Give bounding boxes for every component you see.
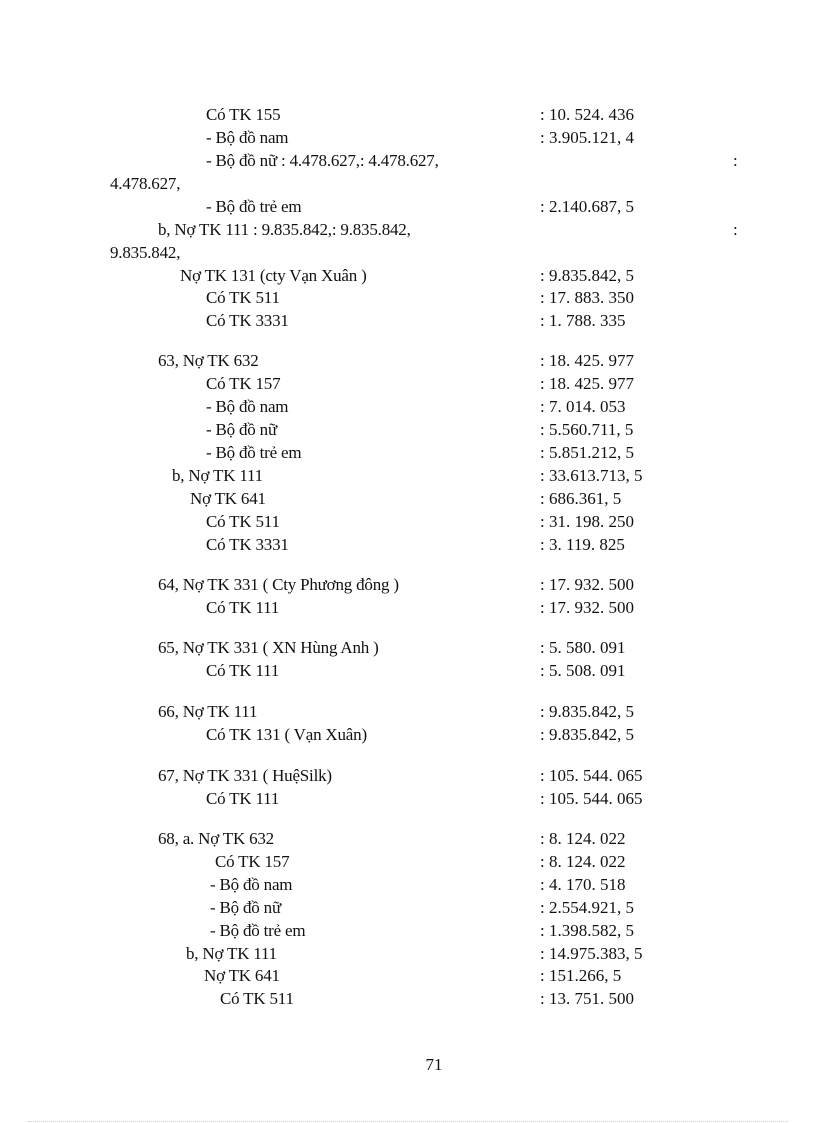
entry-value: : 10. 524. 436 [540, 105, 634, 124]
entry-continuation: 9.835.842, [110, 243, 181, 262]
page-bottom-divider [28, 1121, 788, 1122]
entry-value: : 17. 932. 500 [540, 575, 634, 594]
entry-value: : 5.560.711, 5 [540, 420, 634, 439]
entry-label: Có TK 157 [215, 852, 290, 871]
entry-label: Nợ TK 641 [204, 966, 280, 985]
entry-label: - Bộ đồ nam [206, 128, 289, 147]
entry-value: : 8. 124. 022 [540, 829, 626, 848]
entry-value: : 9.835.842, 5 [540, 725, 634, 744]
entry-value: : 3. 119. 825 [540, 535, 625, 554]
entry-label: 68, a. Nợ TK 632 [158, 829, 274, 848]
entry-label: - Bộ đồ nam [206, 397, 289, 416]
entry-value: : 5. 580. 091 [540, 638, 626, 657]
entry-value: : 18. 425. 977 [540, 374, 634, 393]
entry-label: b, Nợ TK 111 [186, 944, 277, 963]
entry-label: Có TK 3331 [206, 535, 289, 554]
entry-value: : 7. 014. 053 [540, 397, 626, 416]
entry-value: : 17. 883. 350 [540, 288, 634, 307]
entry-label: Có TK 511 [206, 512, 280, 531]
entry-value: : 105. 544. 065 [540, 789, 643, 808]
entry-label: 64, Nợ TK 331 ( Cty Phương đông ) [158, 575, 399, 594]
entry-label: - Bộ đồ trẻ em [206, 443, 302, 462]
entry-value: : 5. 508. 091 [540, 661, 626, 680]
entry-label: 66, Nợ TK 111 [158, 702, 258, 721]
entry-label: Có TK 111 [206, 661, 280, 680]
entry-value: : 33.613.713, 5 [540, 466, 643, 485]
entry-label: 63, Nợ TK 632 [158, 351, 259, 370]
entry-label: 67, Nợ TK 331 ( HuệSilk) [158, 766, 332, 785]
entry-label: - Bộ đồ nữ [210, 898, 281, 917]
entry-value: : 14.975.383, 5 [540, 944, 643, 963]
entry-colon: : [733, 220, 738, 239]
entry-label: Nợ TK 131 (cty Vạn Xuân ) [180, 266, 367, 285]
entry-value: : 3.905.121, 4 [540, 128, 634, 147]
entry-value: : 151.266, 5 [540, 966, 622, 985]
entry-value: : 17. 932. 500 [540, 598, 634, 617]
entry-label: b, Nợ TK 111 : 9.835.842,: 9.835.842, [158, 220, 411, 239]
entry-value: : 9.835.842, 5 [540, 702, 634, 721]
entry-value: : 5.851.212, 5 [540, 443, 634, 462]
entry-value: : 2.140.687, 5 [540, 197, 634, 216]
entry-value: : 686.361, 5 [540, 489, 622, 508]
entry-label: - Bộ đồ nữ : 4.478.627,: 4.478.627, [206, 151, 439, 170]
entry-value: : 2.554.921, 5 [540, 898, 634, 917]
entry-label: Có TK 131 ( Vạn Xuân) [206, 725, 367, 744]
entry-value: : 13. 751. 500 [540, 989, 634, 1008]
entry-label: Có TK 3331 [206, 311, 289, 330]
entry-value: : 1. 788. 335 [540, 311, 626, 330]
entry-colon: : [733, 151, 738, 170]
entry-label: Có TK 511 [206, 288, 280, 307]
entry-value: : 9.835.842, 5 [540, 266, 634, 285]
entry-label: Có TK 155 [206, 105, 281, 124]
page-number: 71 [425, 1055, 443, 1074]
entry-label: Nợ TK 641 [190, 489, 266, 508]
entry-value: : 1.398.582, 5 [540, 921, 634, 940]
entry-value: : 4. 170. 518 [540, 875, 626, 894]
entry-value: : 31. 198. 250 [540, 512, 634, 531]
entry-value: : 18. 425. 977 [540, 351, 634, 370]
entry-label: Có TK 157 [206, 374, 281, 393]
entry-label: - Bộ đồ nam [210, 875, 293, 894]
entry-value: : 8. 124. 022 [540, 852, 626, 871]
entry-label: - Bộ đồ trẻ em [206, 197, 302, 216]
entry-value: : 105. 544. 065 [540, 766, 643, 785]
entry-label: Có TK 511 [220, 989, 294, 1008]
entry-label: Có TK 111 [206, 598, 280, 617]
entry-label: - Bộ đồ nữ [206, 420, 277, 439]
entry-label: b, Nợ TK 111 [172, 466, 263, 485]
entry-label: 65, Nợ TK 331 ( XN Hùng Anh ) [158, 638, 379, 657]
entry-continuation: 4.478.627, [110, 174, 181, 193]
entry-label: - Bộ đồ trẻ em [210, 921, 306, 940]
entry-label: Có TK 111 [206, 789, 280, 808]
